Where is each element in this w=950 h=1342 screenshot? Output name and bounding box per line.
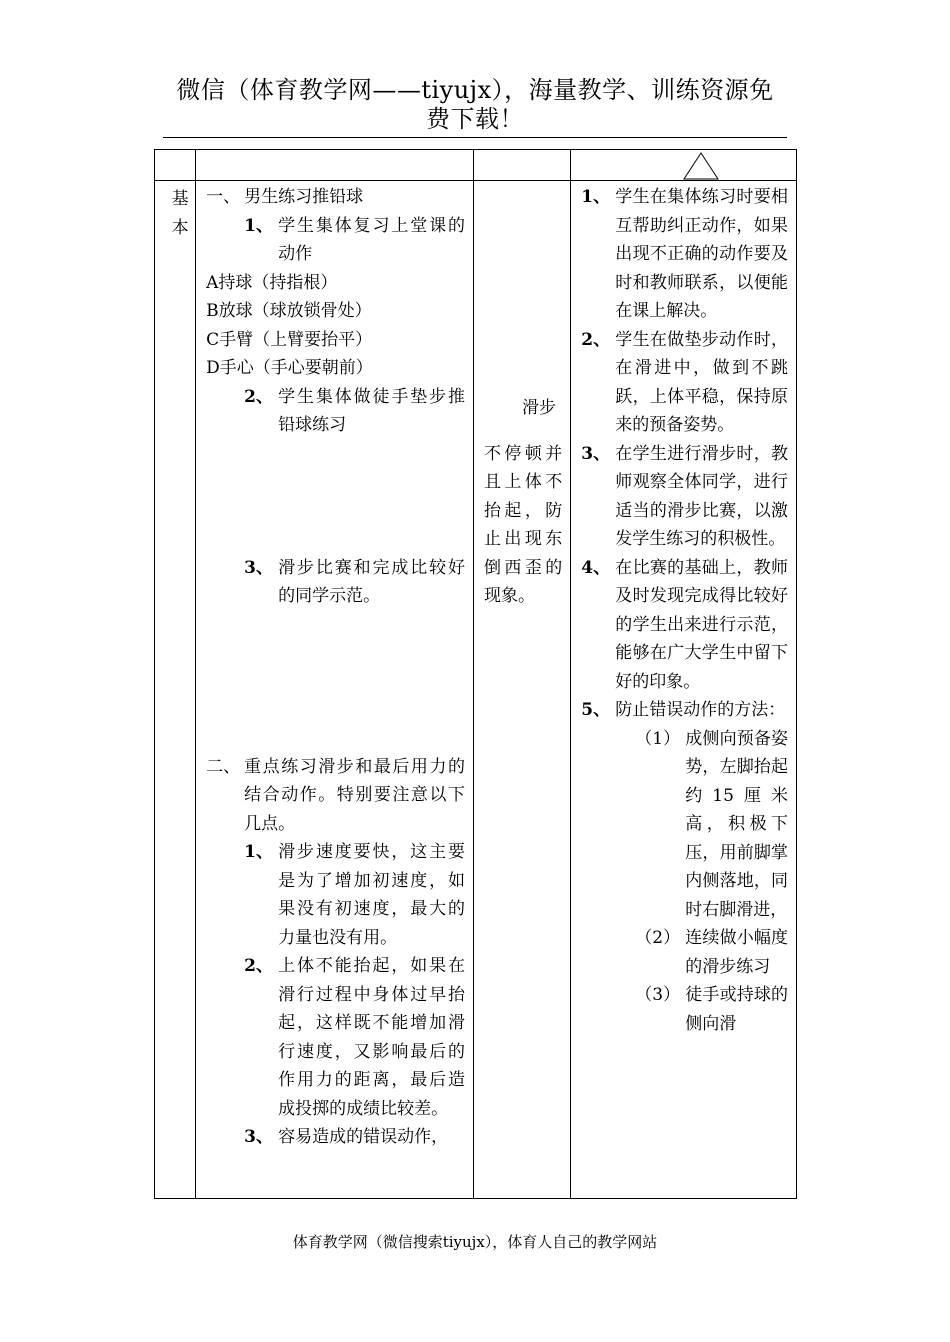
- item-text: 滑步比赛和完成比较好的同学示范。: [278, 557, 465, 606]
- item-number: 1、: [244, 215, 273, 236]
- notes-cell: [571, 181, 797, 1199]
- sub-note-text: 徒手或持球的侧向滑: [685, 985, 788, 1034]
- note-item: [581, 696, 788, 725]
- sub-note-number: （3）: [635, 985, 681, 1005]
- section-1: [206, 183, 465, 212]
- note-item: [581, 326, 788, 440]
- point-a: A持球（持指根）: [206, 272, 338, 293]
- header-cell-4: [571, 150, 797, 181]
- item-text: 滑步速度要快，这主要是为了增加初速度，如果没有初速度，最大的力量也没有用。: [278, 842, 465, 948]
- note-number: 3、: [581, 443, 611, 464]
- item-number: 2、: [244, 386, 273, 407]
- list-item: [244, 212, 465, 269]
- content-cell: [196, 181, 474, 1199]
- list-item: [244, 383, 465, 440]
- item-text: 学生集体做徒手垫步推铅球练习: [278, 386, 465, 435]
- point-d: D手心（手心要朝前）: [206, 358, 373, 378]
- section-2: [206, 753, 465, 839]
- note-item: [581, 183, 788, 326]
- sub-note-item: [615, 725, 788, 925]
- note-number: 1、: [581, 187, 611, 207]
- header-divider: [163, 137, 787, 138]
- section-1-number: 一、: [206, 187, 241, 207]
- header-cell-1: [155, 150, 196, 181]
- note-number: 5、: [581, 700, 611, 720]
- list-item: [244, 1123, 465, 1152]
- header-line-1: 微信（体育教学网——tiyujx），海量教学、训练资源免: [176, 76, 774, 104]
- item-text: 学生集体复习上堂课的动作: [278, 215, 465, 264]
- item-text: 容易造成的错误动作，: [278, 1127, 449, 1147]
- note-text: 学生在做垫步动作时，在滑进中，做到不跳跃，上体平稳，保持原来的预备姿势。: [615, 329, 788, 435]
- table-row: [155, 181, 797, 1199]
- item-text: 上体不能抬起，如果在滑行过程中身体过早抬起，这样既不能增加滑行速度，又影响最后的作用力的距离，最后造成投掷的成绩比较差。: [278, 956, 465, 1119]
- sub-note-number: （2）: [635, 928, 681, 948]
- note-number: 2、: [581, 329, 611, 350]
- phase-char-1: 基: [171, 189, 189, 209]
- phase-cell: [155, 181, 196, 1199]
- triangle-icon: [683, 152, 719, 180]
- spacer: [206, 611, 465, 753]
- table-header-row: [155, 150, 797, 181]
- focus-text: 不停顿并且上体不抬起，防止出现东倒西歪的现象。: [483, 443, 563, 606]
- page-footer: 体育教学网（微信搜索tiyujx），体育人自己的教学网站: [292, 1233, 658, 1251]
- note-item: [581, 554, 788, 697]
- list-item: [244, 952, 465, 1123]
- sub-note-item: [615, 981, 788, 1038]
- note-item: [581, 440, 788, 554]
- item-number: 3、: [244, 1127, 273, 1147]
- sub-note-text: 成侧向预备姿势，左脚抬起约15厘米高，积极下压，用前脚掌内侧落地，同时右脚滑进，: [685, 728, 788, 920]
- item-number: 2、: [244, 956, 273, 976]
- note-text: 在比赛的基础上，教师及时发现完成得比较好的学生出来进行示范，能够在广大学生中留下好的印象。: [615, 557, 788, 692]
- point-b: B放球（球放锁骨处）: [206, 301, 372, 321]
- note-text: 学生在集体练习时要相互帮助纠正动作，如果出现不正确的动作要及时和教师联系，以便能在课上解决。: [615, 187, 788, 321]
- header-cell-3: [473, 150, 570, 181]
- sub-note-item: [615, 924, 788, 981]
- sub-note-number: （1）: [635, 728, 681, 749]
- phase-char-2: 本: [171, 217, 189, 238]
- focus-first-line: 滑步: [521, 398, 556, 418]
- sub-note-text: 连续做小幅度的滑步练习: [685, 928, 788, 977]
- spacer: [206, 440, 465, 554]
- focus-cell: [473, 181, 570, 1199]
- section-1-title: 男生练习推铅球: [244, 187, 364, 207]
- item-number: 3、: [244, 557, 273, 578]
- header-line-2: 费下载！: [426, 105, 524, 133]
- list-item: [244, 838, 465, 952]
- header-cell-2: [196, 150, 474, 181]
- note-text: 防止错误动作的方法：: [615, 700, 786, 720]
- point-c: C手臂（上臂要抬平）: [206, 329, 373, 350]
- item-number: 1、: [244, 842, 273, 862]
- section-2-title: 重点练习滑步和最后用力的结合动作。特别要注意以下几点。: [244, 756, 465, 834]
- page-header: [163, 76, 787, 134]
- lesson-plan-table: [154, 149, 797, 1199]
- section-2-number: 二、: [206, 756, 241, 777]
- note-number: 4、: [581, 557, 611, 578]
- list-item: [244, 554, 465, 611]
- note-text: 在学生进行滑步时，教师观察全体同学，进行适当的滑步比赛，以激发学生练习的积极性。: [615, 443, 788, 549]
